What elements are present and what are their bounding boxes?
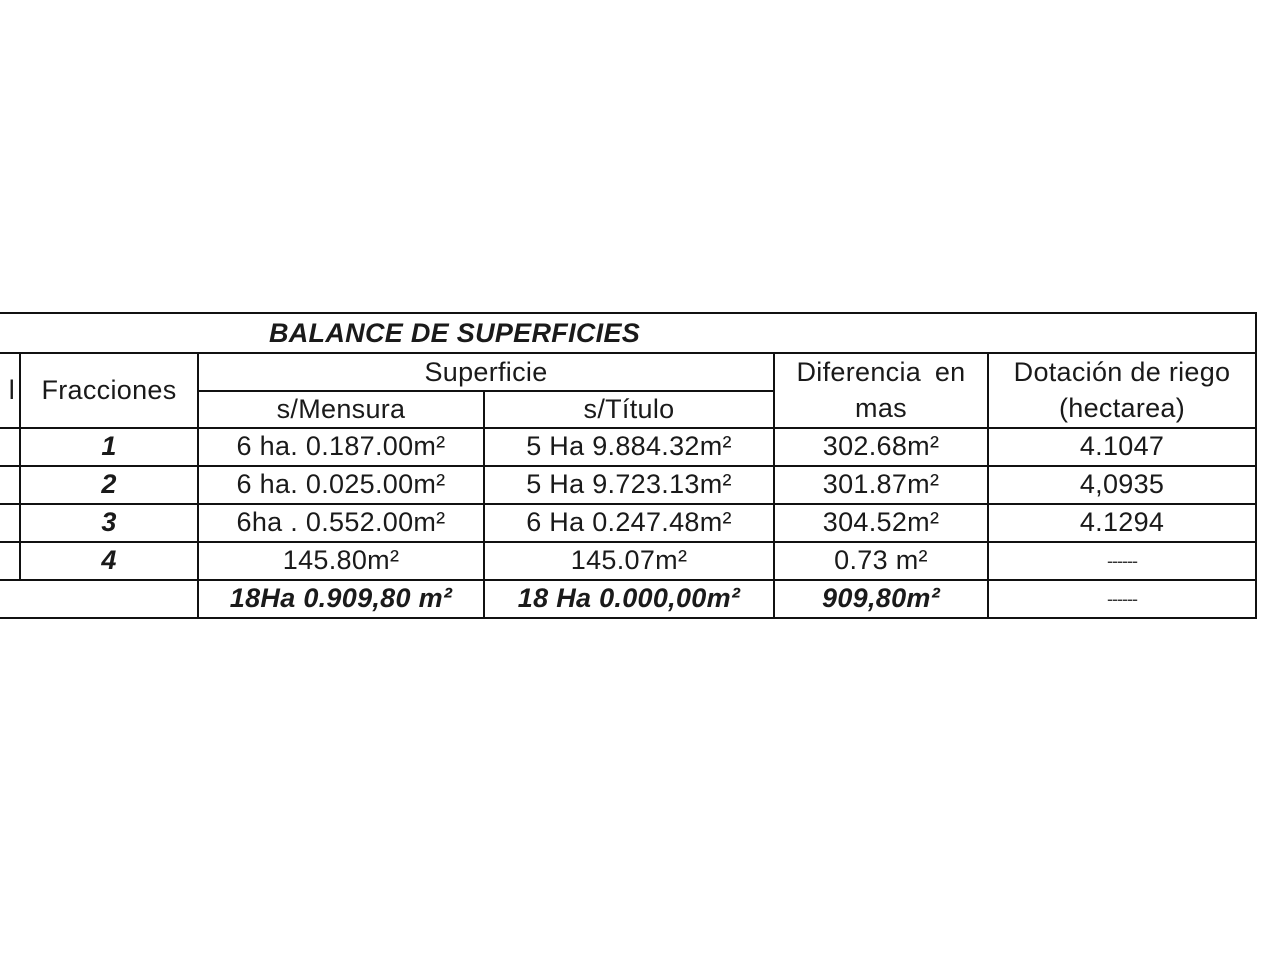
balance-table (0, 312, 1257, 619)
total-titulo: 18 Ha 0.000,00m² (484, 580, 774, 618)
row-cut-cell (0, 466, 20, 504)
header-row-1 (0, 353, 1256, 391)
cell-diferencia: 304.52m² (774, 504, 988, 542)
total-dotacion (988, 580, 1256, 618)
table-row (0, 542, 1256, 580)
title-row (0, 313, 1256, 353)
cell-mensura: 145.80m² (198, 542, 484, 580)
row-cut-cell (0, 542, 20, 580)
header-dotacion (988, 353, 1256, 428)
row-cut-cell (0, 504, 20, 542)
cell-titulo: 6 Ha 0.247.48m² (484, 504, 774, 542)
table-row (0, 428, 1256, 466)
cell-titulo: 5 Ha 9.723.13m² (484, 466, 774, 504)
header-fracciones: Fracciones (20, 353, 198, 428)
total-diferencia: 909,80m² (774, 580, 988, 618)
header-diferencia (774, 353, 988, 428)
header-dotacion-line1: Dotación de riego (1013, 357, 1231, 387)
cell-fraccion: 1 (20, 428, 198, 466)
cell-diferencia: 0.73 m² (774, 542, 988, 580)
cell-fraccion: 3 (20, 504, 198, 542)
cell-dotacion: 4.1047 (988, 428, 1256, 466)
total-blank-cell (0, 580, 198, 618)
cell-dotacion: 4.1294 (988, 504, 1256, 542)
cell-mensura: 6 ha. 0.025.00m² (198, 466, 484, 504)
table-title: BALANCE DE SUPERFICIES (268, 317, 641, 348)
dotacion-dash: ------ (1107, 551, 1137, 572)
table-title-cell (0, 313, 1256, 353)
cell-fraccion: 4 (20, 542, 198, 580)
balance-table-container (0, 312, 1256, 634)
table-row (0, 466, 1256, 504)
cell-fraccion: 2 (20, 466, 198, 504)
cell-diferencia: 301.87m² (774, 466, 988, 504)
total-row (0, 580, 1256, 618)
cell-mensura: 6 ha. 0.187.00m² (198, 428, 484, 466)
cell-dotacion: 4,0935 (988, 466, 1256, 504)
cell-diferencia: 302.68m² (774, 428, 988, 466)
table-row (0, 504, 1256, 542)
header-s-mensura: s/Mensura (198, 391, 484, 427)
cell-mensura: 6ha . 0.552.00m² (198, 504, 484, 542)
header-dotacion-line2: (hectarea) (1058, 393, 1186, 424)
header-partial-cut: l (0, 353, 20, 428)
header-diferencia-line2: mas (855, 393, 907, 424)
cell-titulo: 145.07m² (484, 542, 774, 580)
header-s-titulo: s/Título (484, 391, 774, 427)
header-superficie: Superficie (198, 353, 774, 391)
row-cut-cell (0, 428, 20, 466)
total-mensura: 18Ha 0.909,80 m² (198, 580, 484, 618)
cell-titulo: 5 Ha 9.884.32m² (484, 428, 774, 466)
header-diferencia-line1: Diferencia en (796, 357, 966, 387)
cell-dotacion (988, 542, 1256, 580)
total-dotacion-dash: ------ (1107, 589, 1137, 610)
